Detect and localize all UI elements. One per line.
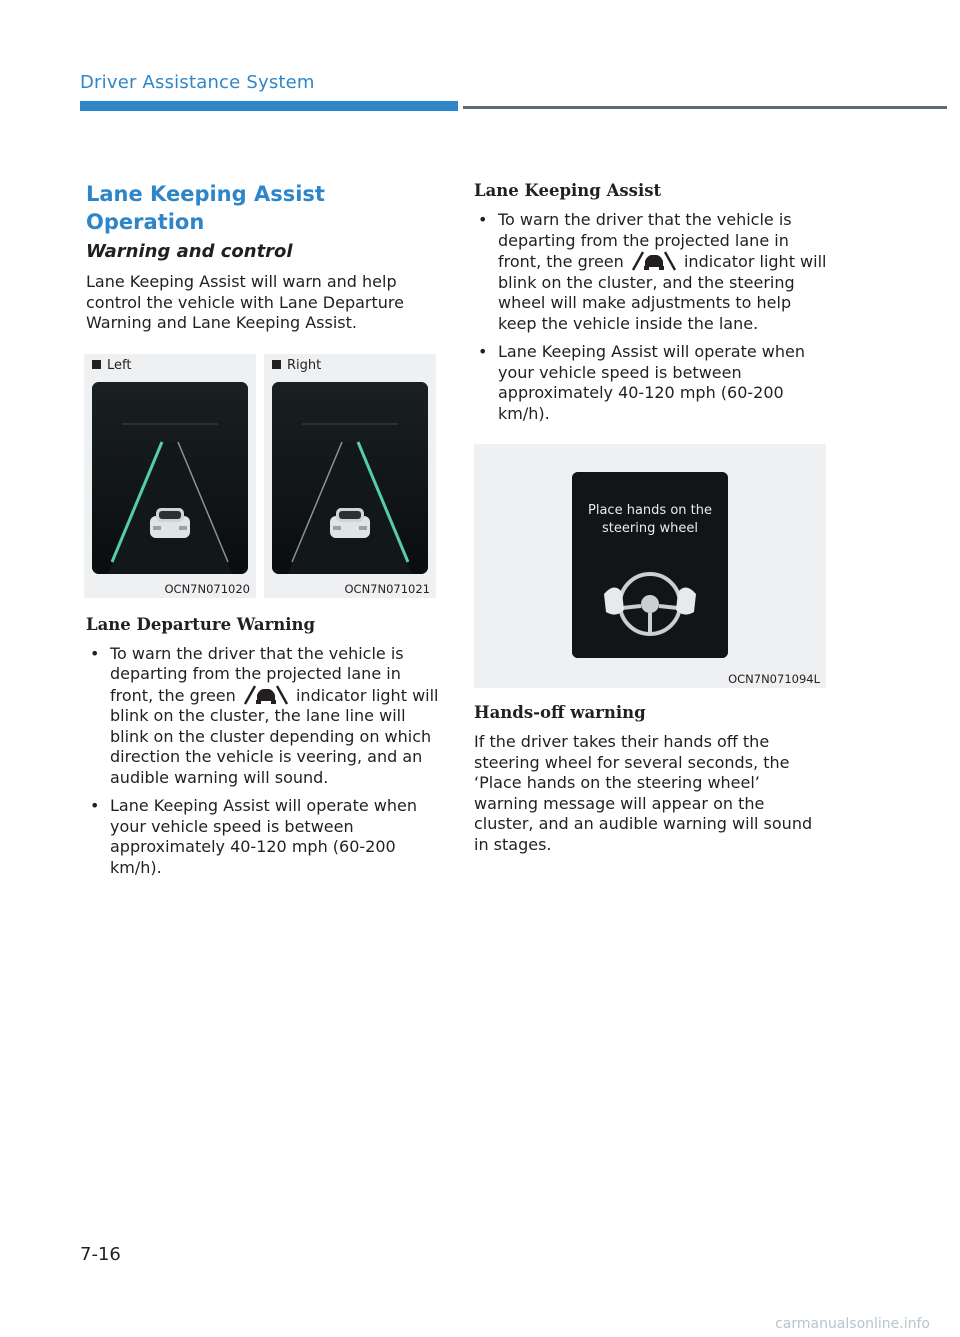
steering-wheel-illustration bbox=[572, 472, 728, 658]
hands-off-paragraph: If the driver takes their hands off the steering wheel for several seconds, the ‘Place hands on the steering wheel’ warning message will appear on the cluster, and an audible warning will sound in stages. bbox=[474, 732, 813, 854]
ldw-heading: Lane Departure Warning bbox=[86, 614, 316, 634]
square-bullet-icon bbox=[92, 360, 101, 369]
right-column bbox=[474, 180, 828, 855]
lane-right-illustration bbox=[272, 382, 428, 574]
intro-paragraph: Lane Keeping Assist will warn and help control the vehicle with Lane Departure Warning and Lane Keeping Assist. bbox=[86, 272, 404, 332]
list-item: • Lane Keeping Assist will operate when your vehicle speed is between approximately 40-120 mph (60-200 km/h). bbox=[90, 796, 418, 877]
lka-bullet-list bbox=[474, 210, 828, 424]
cluster-screen-left bbox=[92, 382, 248, 574]
list-item: • Lane Keeping Assist will operate when your vehicle speed is between approximately 40-120 mph (60-200 km/h). bbox=[478, 342, 806, 423]
figure-right bbox=[264, 354, 436, 598]
hands-off-figure bbox=[474, 444, 826, 688]
cluster-screen-hands-off bbox=[572, 472, 728, 658]
figure-left-code: OCN7N071020 bbox=[164, 581, 250, 596]
figure-right-code: OCN7N071021 bbox=[344, 581, 430, 596]
header-rule-blue bbox=[80, 101, 458, 111]
lka-heading: Lane Keeping Assist bbox=[474, 181, 662, 200]
cluster-screen-right bbox=[272, 382, 428, 574]
left-column bbox=[86, 180, 440, 886]
hands-off-figure-code: OCN7N071094L bbox=[728, 672, 820, 686]
list-item: • To warn the driver that the vehicle is departing from the projected lane in front, the green indicator light will blink on the cluster, and the steering wheel will make adjustments to help keep the vehicle inside the lane. bbox=[478, 210, 827, 333]
lane-left-illustration bbox=[92, 382, 248, 574]
hands-off-message: Place hands on the steering wheel bbox=[588, 503, 712, 536]
page-number: 7-16 bbox=[80, 1244, 121, 1265]
lane-keeping-indicator-icon bbox=[243, 685, 289, 705]
subsection-title: Warning and control bbox=[86, 241, 293, 262]
site-watermark[interactable]: carmanualsonline.info bbox=[775, 1316, 930, 1332]
lane-departure-figures bbox=[84, 354, 438, 598]
lane-keeping-indicator-icon bbox=[631, 251, 677, 271]
section-title: Lane Keeping Assist Operation bbox=[86, 182, 325, 234]
figure-left bbox=[84, 354, 256, 598]
figure-right-label: Right bbox=[272, 358, 321, 373]
square-bullet-icon bbox=[272, 360, 281, 369]
header-rule-grey bbox=[463, 106, 947, 109]
hands-off-heading: Hands-off warning bbox=[474, 703, 646, 722]
list-item: • To warn the driver that the vehicle is departing from the projected lane in front, the green indicator light will blink on the cluster, the lane line will blink on the cluster depending on which direction the vehicle is veering, and an audible warning will sound. bbox=[90, 643, 439, 787]
header-title: Driver Assistance System bbox=[80, 72, 315, 93]
figure-left-label: Left bbox=[92, 358, 131, 373]
ldw-bullet-list bbox=[86, 644, 440, 879]
